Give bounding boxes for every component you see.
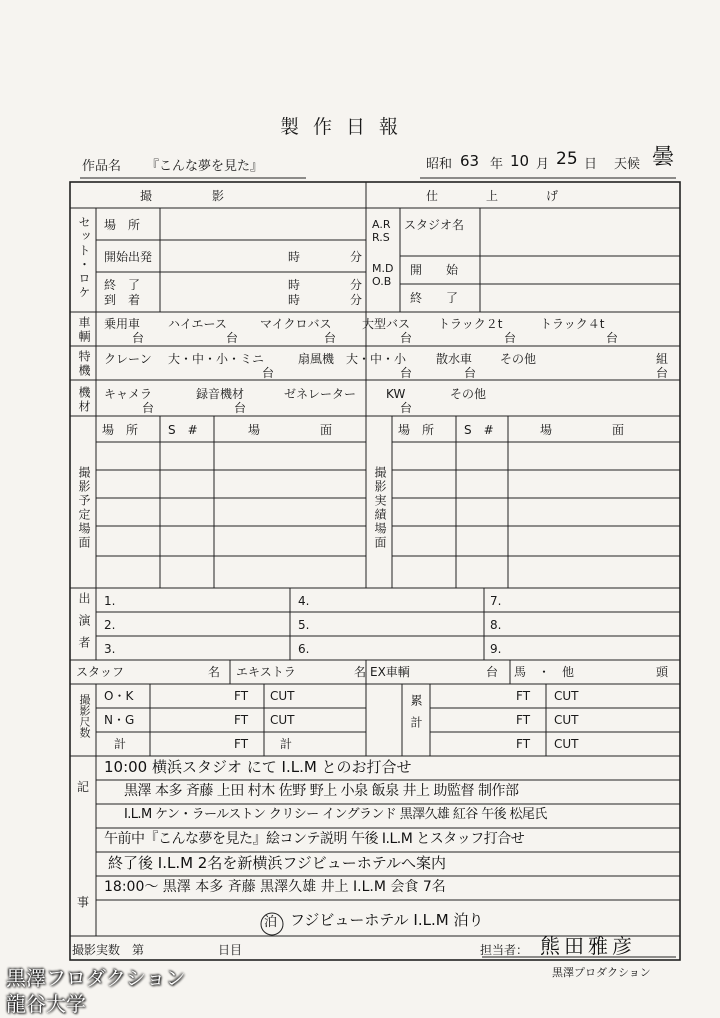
fan-options: 大・中・小 xyxy=(346,352,407,366)
vehicle-4: 大型バス xyxy=(362,317,411,331)
cum-ft-2: FT xyxy=(516,713,531,727)
actual-col-s: S # xyxy=(464,423,494,437)
ok-ft: FT xyxy=(234,689,249,703)
cum-cut-1: CUT xyxy=(554,689,579,703)
note-line-3: I.L.M ケン・ラールストン クリシー イングランド 黒澤久雄 紅谷 午後 松尾氏 xyxy=(124,807,547,822)
kw-label: KW xyxy=(386,387,406,401)
end-hour: 時 xyxy=(288,278,301,292)
days-unit: 日目 xyxy=(218,943,243,957)
page-title: 製作日報 xyxy=(280,116,413,138)
work-title: 『こんな夢を見た』 xyxy=(146,159,264,174)
date-day-unit: 日 xyxy=(584,157,598,172)
vehicle-2: ハイエース xyxy=(168,317,227,331)
sprinkler-label: 散水車 xyxy=(436,352,473,366)
plan-scene-label: 撮影予定場面 xyxy=(77,466,91,550)
date-month-unit: 月 xyxy=(536,157,550,172)
company-name: 黒澤プロダクション xyxy=(552,966,651,979)
weather-value: 曇 xyxy=(652,145,675,170)
watermark-line-2: 龍谷大学 xyxy=(6,992,86,1016)
cast-7: 7. xyxy=(490,594,502,608)
extra-label: エキストラ xyxy=(236,665,296,679)
vehicle-unit-1: 台 xyxy=(132,331,145,345)
note-line-2: 黒澤 本多 斉藤 上田 村木 佐野 野上 小泉 飯泉 井上 助監督 制作部 xyxy=(124,783,519,799)
watermark-line-1: 黒澤フロダクション xyxy=(6,966,186,990)
special-other-unit: 台 xyxy=(656,366,669,380)
cast-5: 5. xyxy=(298,618,310,632)
ng-cut: CUT xyxy=(270,713,295,727)
vehicle-5: トラック２t xyxy=(438,317,503,331)
vehicle-6: トラック４t xyxy=(540,317,605,331)
note-line-5: 終了後 I.L.M 2名を新横浜フジビューホテルへ案内 xyxy=(108,854,446,872)
cast-4: 4. xyxy=(298,594,310,608)
vehicle-unit-3: 台 xyxy=(324,331,337,345)
plan-col-scene: 場 面 xyxy=(248,423,333,437)
note-line-1: 10:00 横浜スタジオ にて I.L.M とのお打合せ xyxy=(104,758,412,776)
ok-cut: CUT xyxy=(270,689,295,703)
notes-label-ki: 記 xyxy=(77,780,90,794)
cast-9: 9. xyxy=(490,642,502,656)
camera-unit: 台 xyxy=(142,401,155,415)
depart-label: 開始出発 xyxy=(104,250,153,264)
special-label: 特機 xyxy=(77,350,91,378)
recorder-label: 録音機材 xyxy=(196,387,245,401)
sprinkler-unit: 台 xyxy=(464,366,477,380)
start-label: 開 始 xyxy=(410,263,459,277)
cum-ft-3: FT xyxy=(516,737,531,751)
horse-unit: 頭 xyxy=(656,665,669,679)
cast-2: 2. xyxy=(104,618,116,632)
arrive-label: 到 着 xyxy=(104,293,141,307)
person-label: 担当者： xyxy=(480,943,529,957)
note-line-6: 18:00〜 黒澤 本多 斉藤 黒澤久雄 井上 I.L.M 会食 7名 xyxy=(104,879,446,895)
cast-8: 8. xyxy=(490,618,502,632)
total-ft: FT xyxy=(234,737,249,751)
setloc-label: セット・ロケ xyxy=(77,216,91,300)
recorder-unit: 台 xyxy=(234,401,247,415)
cum-cut-2: CUT xyxy=(554,713,579,727)
camera-label: キャメラ xyxy=(104,387,153,401)
ars-label: A.R R.S xyxy=(372,218,391,244)
cast-3: 3. xyxy=(104,642,116,656)
depart-min: 分 xyxy=(350,250,363,264)
ex-vehicle-label: EX車輌 xyxy=(370,665,410,679)
special-set-unit: 組 xyxy=(656,352,669,366)
equipment-label: 機材 xyxy=(77,386,91,414)
stay-text: フジビューホテル I.L.M 泊り xyxy=(290,911,484,929)
film-ng: N・G xyxy=(104,713,135,727)
crane-unit: 台 xyxy=(262,366,275,380)
end-label: 終 了 xyxy=(104,278,141,292)
notes-label-ji: 事 xyxy=(77,895,90,909)
staff-label: スタッフ xyxy=(76,665,125,679)
date-era: 昭和 xyxy=(426,157,453,172)
stay-mark: 泊 xyxy=(264,915,278,930)
special-other: その他 xyxy=(500,352,537,366)
date-year: 63 xyxy=(460,152,480,170)
arrive-min: 分 xyxy=(350,293,363,307)
film-ok: O・K xyxy=(104,689,134,703)
fan-unit: 台 xyxy=(400,366,413,380)
equipment-other: その他 xyxy=(450,387,487,401)
end-min: 分 xyxy=(350,278,363,292)
vehicle-unit-5: 台 xyxy=(504,331,517,345)
staff-unit: 名 xyxy=(208,665,221,679)
actual-scene-label: 撮影実績場面 xyxy=(373,466,387,550)
plan-col-place: 場 所 xyxy=(102,423,139,437)
horse-label: 馬 ・ 他 xyxy=(514,665,575,679)
finish-label: 終 了 xyxy=(410,291,459,305)
extra-unit: 名 xyxy=(354,665,367,679)
place-label: 場 所 xyxy=(104,218,141,232)
total-cut: 計 xyxy=(280,737,293,751)
actual-col-place: 場 所 xyxy=(398,423,435,437)
depart-hour: 時 xyxy=(288,250,301,264)
crane-label: クレーン xyxy=(104,352,152,366)
generator-label: ゼネレーター xyxy=(284,387,357,401)
date-year-unit: 年 xyxy=(490,157,504,172)
date-day: 25 xyxy=(556,149,578,169)
kw-unit: 台 xyxy=(400,401,413,415)
actual-col-scene: 場 面 xyxy=(540,423,625,437)
person-signature: 熊田雅彦 xyxy=(540,934,636,958)
fan-label: 扇風機 xyxy=(298,352,335,366)
note-line-4: 午前中『こんな夢を見た』絵コンテ説明 午後 I.L.M とスタッフ打合せ xyxy=(104,831,525,847)
weather-label: 天候 xyxy=(614,157,641,172)
film-label: 撮影尺数 xyxy=(78,694,91,738)
cumulative-label: 累計 xyxy=(409,694,423,738)
work-label: 作品名 xyxy=(82,159,122,174)
mdob-label: M.D O.B xyxy=(372,262,394,288)
vehicle-3: マイクロバス xyxy=(260,317,332,331)
film-total: 計 xyxy=(114,737,127,751)
vehicles-label: 車輌 xyxy=(77,316,91,344)
plan-col-s: S # xyxy=(168,423,198,437)
studio-label: スタジオ名 xyxy=(404,218,465,232)
vehicle-unit-6: 台 xyxy=(606,331,619,345)
cast-label: 出演者 xyxy=(77,592,91,658)
crane-options: 大・中・小・ミニ xyxy=(168,352,265,366)
header-finishing: 仕 上 げ xyxy=(426,189,559,203)
arrive-hour: 時 xyxy=(288,293,301,307)
vehicle-1: 乗用車 xyxy=(104,317,141,331)
cum-cut-3: CUT xyxy=(554,737,579,751)
cum-ft-1: FT xyxy=(516,689,531,703)
ng-ft: FT xyxy=(234,713,249,727)
ex-vehicle-unit: 台 xyxy=(486,665,499,679)
days-label: 撮影実数 第 xyxy=(72,943,145,957)
cast-1: 1. xyxy=(104,594,116,608)
cast-6: 6. xyxy=(298,642,310,656)
vehicle-unit-4: 台 xyxy=(400,331,413,345)
vehicle-unit-2: 台 xyxy=(226,331,239,345)
date-month: 10 xyxy=(510,152,530,170)
header-shooting: 撮 影 xyxy=(140,189,225,203)
